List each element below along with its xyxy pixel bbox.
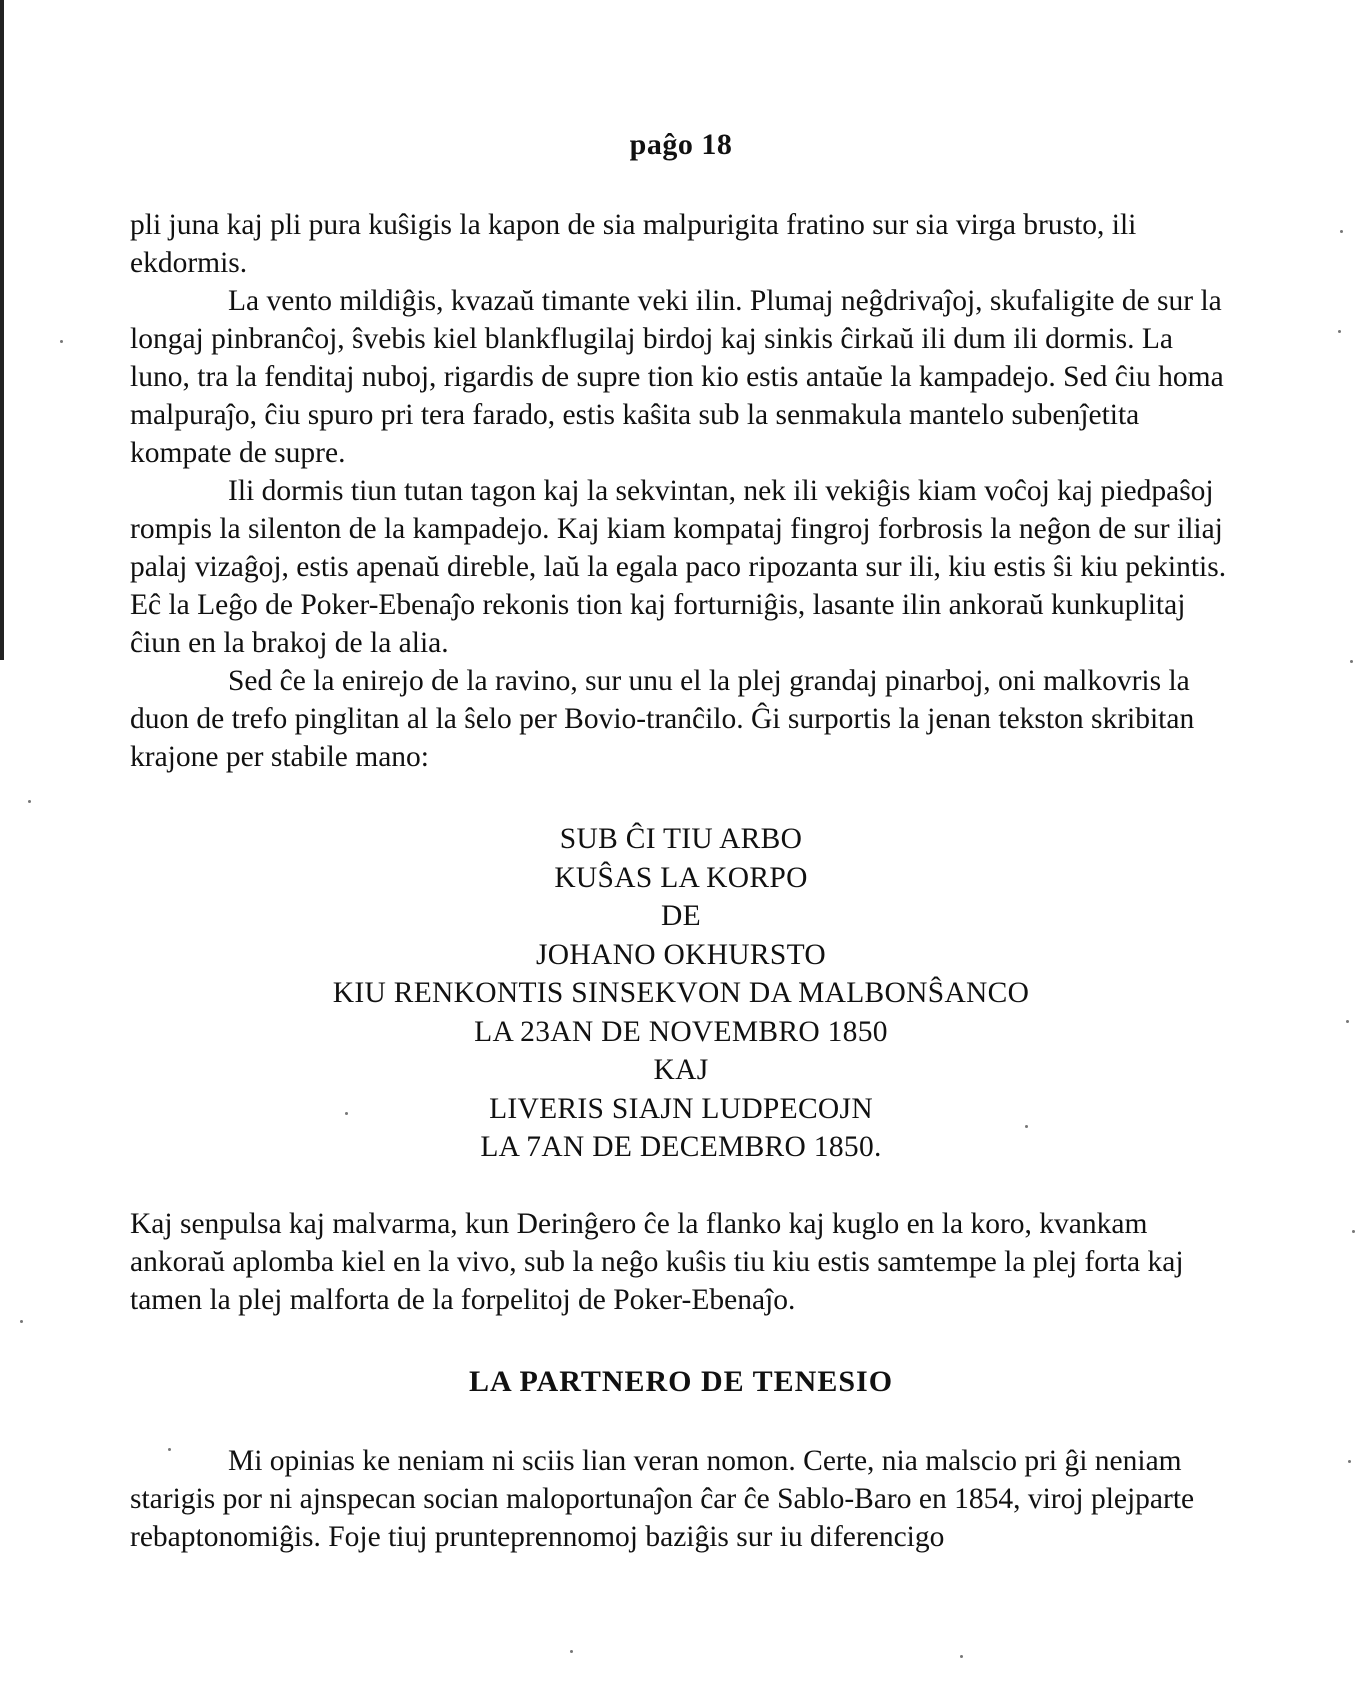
text-block-top xyxy=(130,206,1240,776)
scan-speck xyxy=(168,1448,171,1451)
scan-binding-edge xyxy=(0,0,4,660)
text-block-after-epitaph xyxy=(130,1205,1240,1319)
scan-speck xyxy=(28,800,31,803)
epitaph-inscription xyxy=(0,820,1362,1167)
paragraph-chapter-opening: Mi opinias ke neniam ni sciis lian veran nomon. Certe, nia malscio pri ĝi neniam starigis por ni ajnspecan socian maloportunaĵon ĉar ĉe Sablo-Baro en 1854, viroj plejparte rebaptonomiĝis. Foje tiuj prunteprennomoj baziĝis sur iu diferencigo xyxy=(130,1445,1195,1553)
epitaph-line: JOHANO OKHURSTO xyxy=(536,938,826,971)
epitaph-line: LIVERIS SIAJN LUDPECOJN xyxy=(489,1092,873,1125)
page-number: paĝo 18 xyxy=(629,128,733,161)
scan-speck xyxy=(1346,1020,1349,1023)
epitaph-line: DE xyxy=(661,900,701,932)
scan-speck xyxy=(1348,1460,1351,1463)
chapter-title: LA PARTNERO DE TENESIO xyxy=(468,1365,894,1398)
scan-speck xyxy=(345,1112,348,1115)
scan-speck xyxy=(1338,330,1341,333)
scan-speck xyxy=(960,1655,963,1658)
paragraph-ravine: Sed ĉe la enirejo de la ravino, sur unu el la plej grandaj pinarboj, oni malkovris la duon de trefo pinglitan al la ŝelo per Bovio-tranĉilo. Ĝi surportis la jenan tekston skribitan krajone per stabile mano: xyxy=(130,665,1195,773)
epitaph-line: SUB ĈI TIU ARBO xyxy=(559,823,803,855)
scan-speck xyxy=(570,1650,573,1653)
scan-speck xyxy=(20,1320,23,1323)
epitaph-line: KUŜAS LA KORPO xyxy=(554,861,808,894)
scan-speck xyxy=(1340,230,1343,233)
scan-speck xyxy=(60,340,63,343)
scan-speck xyxy=(1350,660,1353,663)
text-block-chapter xyxy=(130,1442,1240,1556)
scan-speck xyxy=(1025,1125,1028,1128)
epitaph-line: LA 23AN DE NOVEMBRO 1850 xyxy=(474,1015,888,1048)
epitaph-line: KIU RENKONTIS SINSEKVON DA MALBONŜANCO xyxy=(332,977,1030,1009)
epitaph-line: KAJ xyxy=(653,1054,709,1086)
epitaph-line: LA 7AN DE DECEMBRO 1850. xyxy=(480,1131,882,1163)
scan-speck xyxy=(1352,1230,1355,1233)
paragraph-sleep: Ili dormis tiun tutan tagon kaj la sekvintan, nek ili vekiĝis kiam voĉoj kaj piedpaŝoj rompis la silenton de la kampadejo. Kaj kiam kompataj fingroj forbrosis la neĝon de sur iliaj palaj vizaĝoj, estis apenaŭ direble, laŭ la egala paco ripozanta sur ili, kiu estis ŝi kiu pekintis. Eĉ la Leĝo de Poker-Ebenaĵo rekonis tion kaj forturniĝis, lasante ilin ankoraŭ kunkuplitaj ĉiun en la brakoj de la alia. xyxy=(130,475,1227,659)
paragraph-wind: La vento mildiĝis, kvazaŭ timante veki ilin. Plumaj neĝdrivaĵoj, skufaligite de sur la longaj pinbranĉoj, ŝvebis kiel blankflugilaj birdoj kaj sinkis ĉirkaŭ ili dum ili dormis. La luno, tra la fenditaj nuboj, rigardis de supre tion kio estis antaŭe la kampadejo. Sed ĉiu homa malpuraĵo, ĉiu spuro pri tera farado, estis kaŝita sub la senmakula mantelo subenĵetita kompate de supre. xyxy=(130,285,1224,469)
paragraph-continuation: pli juna kaj pli pura kuŝigis la kapon de sia malpurigita fratino sur sia virga brusto, ili ekdormis. xyxy=(130,209,1137,279)
paragraph-derringer: Kaj senpulsa kaj malvarma, kun Derinĝero ĉe la flanko kaj kuglo en la koro, kvankam ankoraŭ aplomba kiel en la vivo, sub la neĝo kuŝis tiu kiu estis samtempe la plej forta kaj tamen la plej malforta de la forpelitoj de Poker-Ebenaĵo. xyxy=(130,1208,1184,1316)
